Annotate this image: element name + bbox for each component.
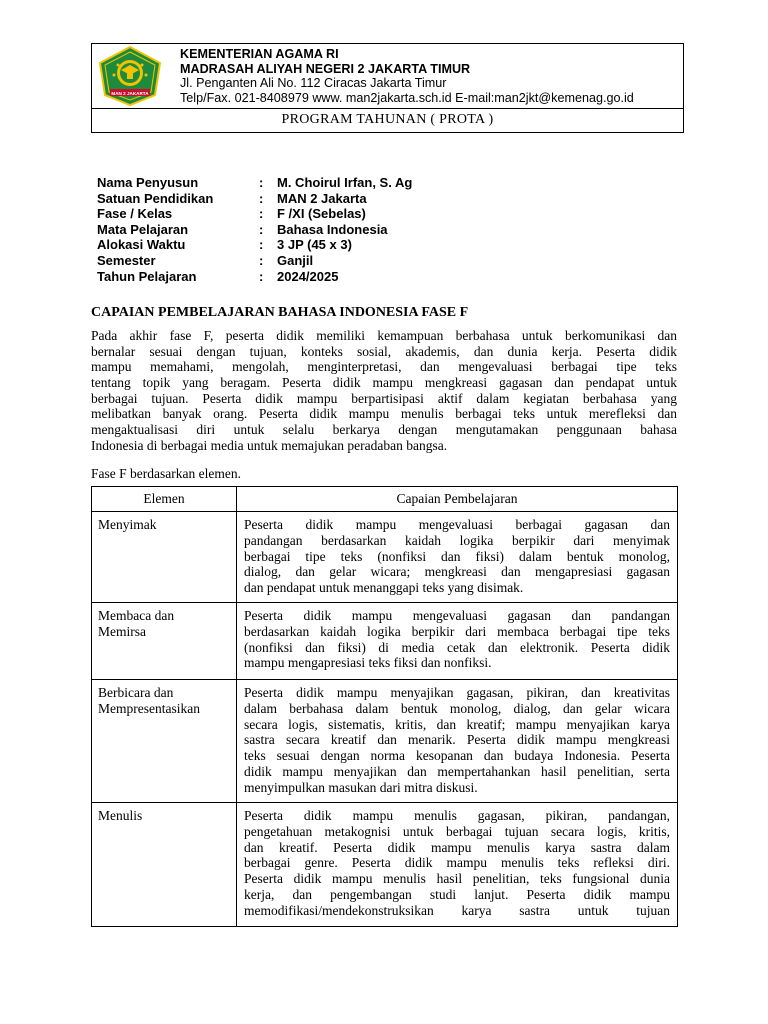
identity-separator: : xyxy=(259,206,264,222)
elemen-line: Mempresentasikan xyxy=(98,700,200,716)
capaian-cell xyxy=(237,603,678,680)
identity-separator: : xyxy=(259,221,264,237)
capaian-line: menyimpulkan masukan dari mitra diskusi. xyxy=(244,779,478,795)
document-title: PROGRAM TAHUNAN ( PROTA ) xyxy=(281,112,494,127)
capaian-line: pengetahuan metakognisi untuk berbagai tujuan secara logis, kritis, xyxy=(244,823,670,839)
paragraph-line: mampu memahami, mengolah, menginterpretasi, dan mengevaluasi berbagai tipe teks xyxy=(91,359,677,375)
identity-label: Alokasi Waktu xyxy=(97,237,186,253)
table-row xyxy=(92,803,678,927)
capaian-line: (nonfiksi dan fiksi) di media cetak dan elektronik. Peserta didik xyxy=(244,639,670,655)
identity-separator: : xyxy=(259,252,264,268)
capaian-cell xyxy=(237,803,678,927)
identity-separator: : xyxy=(259,175,264,190)
capaian-line: Peserta didik mampu mengevaluasi gagasan dan pandangan xyxy=(244,608,670,623)
identity-value: 3 JP (45 x 3) xyxy=(277,237,352,253)
capaian-line: didik mampu menyajikan dan mempertahankan hasil penelitian, serta xyxy=(244,763,670,779)
letterhead xyxy=(91,43,684,133)
capaian-line: mampu mengapresiasi teks fiksi dan nonfiksi. xyxy=(244,655,492,671)
capaian-line: berdasarkan kaidah logika berpikir dari membaca berbagai tipe teks xyxy=(244,623,670,639)
capaian-line: Peserta didik mampu menyajikan gagasan, pikiran, dan kreativitas xyxy=(244,685,670,700)
capaian-line: secara logis, sistematis, kritis, dan kreatif; mampu menyajikan karya xyxy=(244,716,670,732)
capaian-line: pandangan berdasarkan kaidah logika berpikir dari menyimak xyxy=(244,532,670,548)
capaian-line: Peserta didik mampu menulis gagasan, pikiran, pandangan, xyxy=(244,808,670,823)
elemen-cell xyxy=(92,803,237,927)
capaian-line: memodifikasi/mendekonstruksikan karya sastra untuk tujuan xyxy=(244,902,670,918)
identity-value: Ganjil xyxy=(277,252,314,268)
capaian-cell xyxy=(237,680,678,803)
elemen-line: Berbicara dan xyxy=(98,685,174,700)
capaian-line: dalam berbahasa dalam bentuk monolog, dialog, dan gelar wicara xyxy=(244,700,670,716)
capaian-line: dan kreatif. Peserta didik mampu menulis karya sastra dalam xyxy=(244,839,670,855)
capaian-line: sastra secara kreatif dan menarik. Peserta didik mampu mengkreasi xyxy=(244,732,670,748)
paragraph-line: bernalar sesuai dengan tujuan, konteks sosial, akademis, dan dunia kerja. Peserta didik xyxy=(91,343,677,359)
logo-text: MAN 2 JAKARTA xyxy=(111,91,149,96)
elemen-line: Memirsa xyxy=(98,623,146,639)
column-header-capaian: Capaian Pembelajaran xyxy=(237,487,678,512)
identity-value: F /XI (Sebelas) xyxy=(277,206,366,222)
elemen-cell xyxy=(92,512,237,603)
school-contact: Telp/Fax. 021-8408979 www. man2jakarta.sch.id E-mail:man2jkt@kemenag.go.id xyxy=(180,90,634,105)
school-name: MADRASAH ALIYAH NEGERI 2 JAKARTA TIMUR xyxy=(180,61,471,76)
capaian-cell xyxy=(237,512,678,603)
identity-separator: : xyxy=(259,268,264,284)
identity-separator: : xyxy=(259,190,264,206)
capaian-line: Peserta didik mampu mengevaluasi berbagai gagasan dan xyxy=(244,517,670,532)
identity-label: Semester xyxy=(97,252,156,268)
identity-value: Bahasa Indonesia xyxy=(277,221,388,237)
capaian-line: dialog, dan gelar wicara; mengkreasi dan mengapresiasi gagasan xyxy=(244,564,670,580)
identity-label: Fase / Kelas xyxy=(97,206,173,222)
capaian-paragraph xyxy=(91,328,677,454)
table-row xyxy=(92,512,678,603)
capaian-line: Peserta didik mampu menulis hasil penelitian, teks fungsional dunia xyxy=(244,871,670,887)
identity-value: 2024/2025 xyxy=(277,268,339,284)
paragraph-line: Pada akhir fase F, peserta didik memiliki kemampuan berbahasa untuk berkomunikasi dan xyxy=(91,328,677,343)
elemen-line: Menyimak xyxy=(98,517,157,532)
letterhead-top xyxy=(92,44,683,109)
school-address: Jl. Penganten Ali No. 112 Ciracas Jakarta Timur xyxy=(180,76,447,91)
ministry-name: KEMENTERIAN AGAMA RI xyxy=(180,47,339,61)
capaian-line: berbagai tipe teks (nonfiksi dan fiksi) dalam bentuk monolog, xyxy=(244,548,670,564)
table-row xyxy=(92,603,678,680)
paragraph-line: mengaktualisasi diri untuk selalu berkarya dengan mengutamakan penggunaan bahasa xyxy=(91,422,677,438)
paragraph-line: berbagai tujuan. Peserta didik mampu berpartisipasi aktif dalam kegiatan berbahasa yang xyxy=(91,390,677,406)
paragraph-line: Indonesia di berbagai media untuk memajukan peradaban bangsa. xyxy=(91,437,448,453)
table-row xyxy=(92,680,678,803)
identity-label: Mata Pelajaran xyxy=(97,221,189,237)
letterhead-text xyxy=(180,47,634,105)
identity-label: Satuan Pendidikan xyxy=(97,190,214,206)
capaian-line: berbagai genre. Peserta didik mampu menulis teks refleksi diri. xyxy=(244,855,670,871)
fase-intro: Fase F berdasarkan elemen. xyxy=(91,466,241,481)
identity-separator: : xyxy=(259,237,264,253)
identity-value: M. Choirul Irfan, S. Ag xyxy=(277,175,413,190)
table-header-row xyxy=(92,487,678,512)
elemen-cell xyxy=(92,603,237,680)
capaian-line: teks sesuai dengan norma kesopanan dan budaya Indonesia. Peserta xyxy=(244,748,670,764)
paragraph-line: melibatkan banyak orang. Peserta didik mampu menulis berbagai teks untuk merefleksi dan xyxy=(91,406,677,422)
elemen-line: Menulis xyxy=(98,808,143,823)
column-header-elemen: Elemen xyxy=(92,487,237,512)
identity-label: Tahun Pelajaran xyxy=(97,268,197,284)
section-title: CAPAIAN PEMBELAJARAN BAHASA INDONESIA FASE F xyxy=(91,305,469,320)
elemen-cell xyxy=(92,680,237,803)
capaian-line: dan pendapat untuk menanggapi teks yang disimak. xyxy=(244,580,524,596)
elemen-line: Membaca dan xyxy=(98,608,175,623)
identity-value: MAN 2 Jakarta xyxy=(277,190,367,206)
capaian-line: kerja, dan pengembangan studi lanjut. Peserta didik mampu xyxy=(244,886,670,902)
capaian-table xyxy=(91,486,678,927)
paragraph-line: tentang topik yang beragam. Peserta didik mampu mengkreasi gagasan dan pendapat untuk xyxy=(91,375,677,391)
kemenag-logo-icon xyxy=(98,45,162,107)
identity-label: Nama Penyusun xyxy=(97,175,199,190)
